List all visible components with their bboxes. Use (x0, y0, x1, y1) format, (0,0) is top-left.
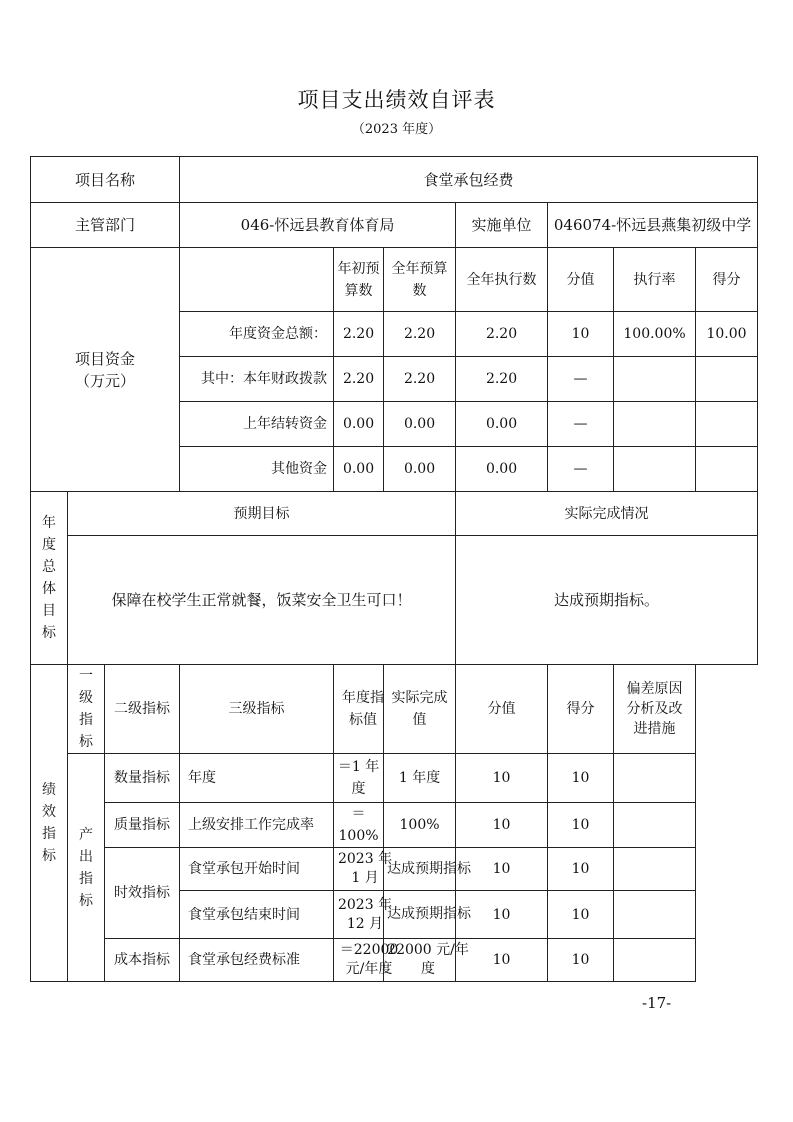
funds-row-executed: 2.20 (456, 312, 548, 357)
funds-header-score-value: 分值 (548, 248, 614, 312)
funds-row-initial: 2.20 (334, 312, 384, 357)
funds-row-annual: 0.00 (384, 447, 456, 492)
expected-goal-header: 预期目标 (68, 492, 456, 536)
score-value-cell: 10 (456, 939, 548, 982)
score-cell: 10 (548, 803, 614, 848)
level1-output: 产出指标 (68, 754, 105, 982)
score-cell: 10 (548, 939, 614, 982)
funds-row-initial: 2.20 (334, 357, 384, 402)
funds-header-annual: 全年预算数 (384, 248, 456, 312)
page-title: 项目支出绩效自评表 (297, 88, 496, 112)
dept-value: 046-怀远县教育体育局 (180, 203, 456, 248)
funds-row-initial: 0.00 (334, 402, 384, 447)
target-cell: ＝22000 元/年度 (334, 939, 384, 982)
funds-header-score: 得分 (696, 248, 758, 312)
deviation-cell (614, 891, 696, 939)
department-row (31, 203, 758, 248)
annual-goal-label: 年度总体目标 (31, 492, 68, 665)
unit-label: 实施单位 (456, 203, 548, 248)
target-cell: ＝100% (334, 803, 384, 848)
level3-cell: 年度 (180, 754, 334, 803)
level3-cell: 食堂承包开始时间 (180, 848, 334, 891)
funds-header-initial: 年初预算数 (334, 248, 384, 312)
funds-row-score (696, 357, 758, 402)
funds-header-row (31, 248, 758, 312)
target-cell: ＝1 年度 (334, 754, 384, 803)
funds-row-annual: 2.20 (384, 312, 456, 357)
level2-cell: 质量指标 (105, 803, 180, 848)
actual-cell: 达成预期指标 (384, 848, 456, 891)
goal-header-row (31, 492, 758, 536)
target-cell: 2023 年 1 月 (334, 848, 384, 891)
funds-header-blank (180, 248, 334, 312)
funds-row-score (696, 402, 758, 447)
funds-row-rate (614, 357, 696, 402)
actual-goal-text: 达成预期指标。 (456, 536, 758, 665)
score-header: 得分 (548, 665, 614, 754)
funds-row-executed: 0.00 (456, 447, 548, 492)
funds-row-rate: 100.00% (614, 312, 696, 357)
actual-goal-header: 实际完成情况 (456, 492, 758, 536)
goal-content-row (31, 536, 758, 665)
indicator-row (31, 939, 758, 982)
funds-row-score-value: 10 (548, 312, 614, 357)
level3-cell: 上级安排工作完成率 (180, 803, 334, 848)
deviation-cell (614, 848, 696, 891)
score-cell: 10 (548, 754, 614, 803)
actual-cell: 1 年度 (384, 754, 456, 803)
funds-row-score (696, 447, 758, 492)
project-name-label: 项目名称 (31, 157, 180, 203)
funds-row-label: 年度资金总额： (180, 312, 334, 357)
funds-row-score-value: — (548, 357, 614, 402)
indicator-row (31, 803, 758, 848)
funds-row-label: 上年结转资金 (180, 402, 334, 447)
deviation-header: 偏差原因分析及改进措施 (614, 665, 696, 754)
score-value-cell: 10 (456, 754, 548, 803)
deviation-cell (614, 939, 696, 982)
funds-header-executed: 全年执行数 (456, 248, 548, 312)
funds-row-label: 其中：本年财政拨款 (180, 357, 334, 402)
funds-header-rate: 执行率 (614, 248, 696, 312)
score-value-cell: 10 (456, 891, 548, 939)
funds-label-line1: 项目资金 (75, 349, 136, 368)
target-header: 年度指标值 (334, 665, 384, 754)
dept-label: 主管部门 (31, 203, 180, 248)
score-cell: 10 (548, 891, 614, 939)
funds-row-score-value: — (548, 402, 614, 447)
funds-row-label: 其他资金 (180, 447, 334, 492)
funds-label (31, 248, 180, 492)
funds-label-line2: （万元） (75, 371, 136, 390)
actual-cell: 100% (384, 803, 456, 848)
actual-header: 实际完成值 (384, 665, 456, 754)
project-name-row (31, 157, 758, 203)
deviation-cell (614, 803, 696, 848)
unit-value: 046074-怀远县燕集初级中学 (548, 203, 758, 248)
level2-cell: 数量指标 (105, 754, 180, 803)
level3-cell: 食堂承包结束时间 (180, 891, 334, 939)
level2-header: 二级指标 (105, 665, 180, 754)
indicator-row (31, 754, 758, 803)
indicators-label: 绩效指标 (31, 665, 68, 982)
funds-row-rate (614, 402, 696, 447)
deviation-cell (614, 754, 696, 803)
actual-cell: 22000 元/年度 (384, 939, 456, 982)
funds-row-annual: 0.00 (384, 402, 456, 447)
self-evaluation-table (30, 156, 758, 982)
funds-row-score-value: — (548, 447, 614, 492)
score-cell: 10 (548, 848, 614, 891)
page-subtitle: （2023 年度） (351, 122, 442, 137)
expected-goal-text: 保障在校学生正常就餐，饭菜安全卫生可口！ (68, 536, 456, 665)
funds-row-annual: 2.20 (384, 357, 456, 402)
funds-row-rate (614, 447, 696, 492)
indicator-row (31, 848, 758, 891)
level2-cell: 成本指标 (105, 939, 180, 982)
page-number: -17- (642, 994, 672, 1012)
indicator-header-row (31, 665, 758, 754)
funds-row-initial: 0.00 (334, 447, 384, 492)
funds-row-executed: 0.00 (456, 402, 548, 447)
score-value-cell: 10 (456, 803, 548, 848)
score-value-cell: 10 (456, 848, 548, 891)
level3-header: 三级指标 (180, 665, 334, 754)
project-name-value: 食堂承包经费 (180, 157, 758, 203)
actual-cell: 达成预期指标 (384, 891, 456, 939)
level2-cell: 时效指标 (105, 848, 180, 939)
score-value-header: 分值 (456, 665, 548, 754)
target-cell: 2023 年 12 月 (334, 891, 384, 939)
funds-row-score: 10.00 (696, 312, 758, 357)
level1-header: 一级指标 (68, 665, 105, 754)
level3-cell: 食堂承包经费标准 (180, 939, 334, 982)
funds-row-executed: 2.20 (456, 357, 548, 402)
